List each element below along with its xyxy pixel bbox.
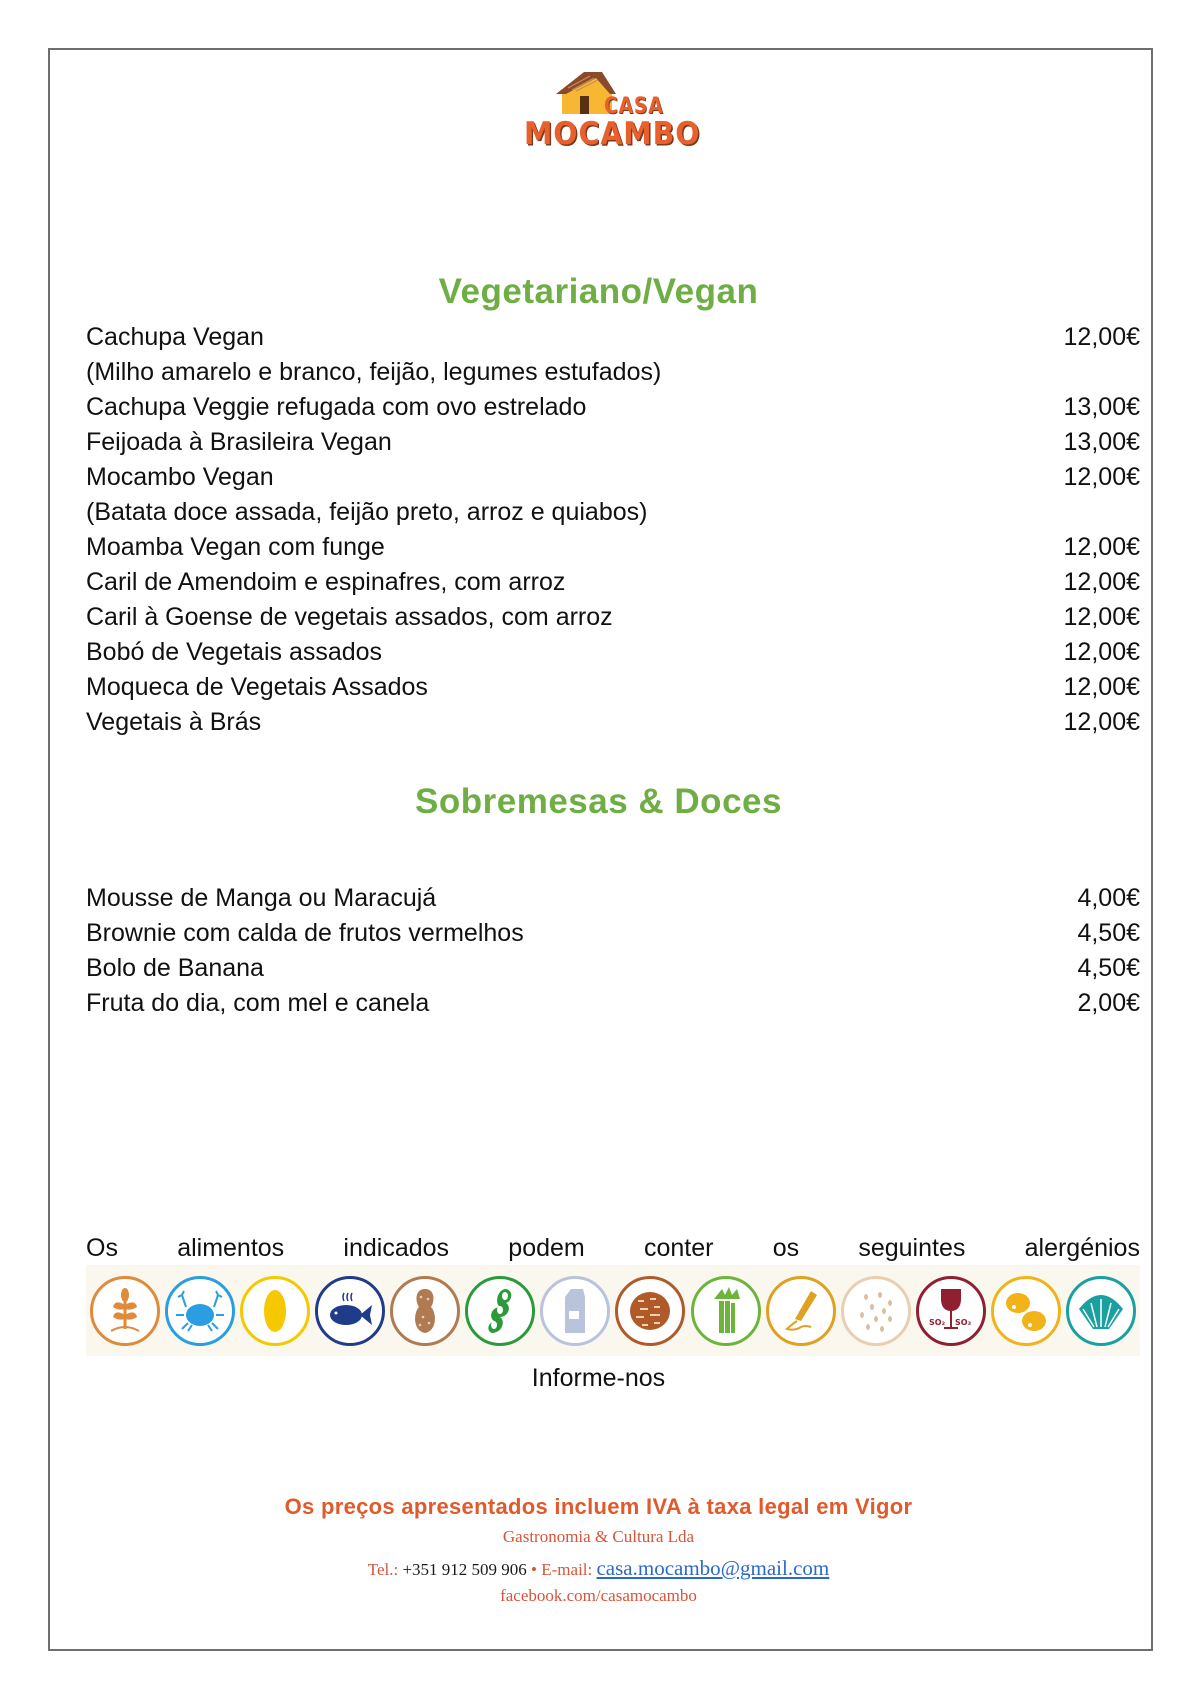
company-name: Gastronomia & Cultura Lda — [502, 1527, 695, 1546]
celery-icon — [691, 1276, 761, 1346]
menu-item — [86, 670, 1140, 705]
item-description: (Milho amarelo e branco, feijão, legumes estufados) — [86, 358, 662, 386]
item-name: Bobó de Vegetais assados — [86, 638, 383, 666]
item-price: 12,00€ — [1063, 463, 1140, 491]
menu-item — [86, 390, 1140, 425]
section-title-sobremesas: Sobremesas & Doces — [415, 782, 782, 821]
allergen-word: os — [772, 1234, 800, 1262]
menu-item — [86, 565, 1140, 600]
menu-item — [86, 635, 1140, 670]
item-price: 13,00€ — [1063, 428, 1140, 456]
email-link[interactable]: casa.mocambo@gmail.com — [596, 1556, 830, 1580]
item-name: Cachupa Veggie refugada com ovo estrelado — [86, 393, 587, 421]
menu-item — [86, 881, 1140, 916]
menu-item-description — [86, 495, 1140, 530]
nuts-icon — [615, 1276, 685, 1346]
sesame-icon — [841, 1276, 911, 1346]
menu-item — [86, 460, 1140, 495]
item-price: 4,00€ — [1077, 884, 1140, 912]
item-name: Brownie com calda de frutos vermelhos — [86, 919, 524, 947]
item-name: Bolo de Banana — [86, 954, 264, 982]
item-name: Mousse de Manga ou Maracujá — [86, 884, 437, 912]
menu-item — [86, 705, 1140, 740]
peanuts-icon — [390, 1276, 460, 1346]
allergen-icon-strip — [86, 1265, 1140, 1356]
fish-icon — [315, 1276, 385, 1346]
logo-mocambo-text: MOCAMBO — [524, 116, 701, 152]
allergen-notice — [86, 1232, 1140, 1264]
item-price: 2,00€ — [1077, 989, 1140, 1017]
email-label: E-mail: — [541, 1560, 593, 1579]
menu-item — [86, 320, 1140, 355]
item-price: 12,00€ — [1063, 673, 1140, 701]
tel-label: Tel.: — [367, 1560, 399, 1579]
vat-notice: Os preços apresentados incluem IVA à taxa legal em Vigor — [284, 1494, 913, 1519]
casa-mocambo-logo — [524, 70, 704, 158]
item-description: (Batata doce assada, feijão preto, arroz e quiabos) — [86, 498, 648, 526]
item-price: 12,00€ — [1063, 603, 1140, 631]
item-name: Vegetais à Brás — [86, 708, 262, 736]
tel-value: +351 912 509 906 — [402, 1560, 527, 1579]
item-price: 12,00€ — [1063, 638, 1140, 666]
mustard-icon — [766, 1276, 836, 1346]
menu-item — [86, 530, 1140, 565]
item-name: Mocambo Vegan — [86, 463, 274, 491]
facebook-link: facebook.com/casamocambo — [500, 1586, 697, 1605]
logo-casa-text: CASA — [604, 94, 664, 119]
lupin-icon — [991, 1276, 1061, 1346]
item-price: 4,50€ — [1077, 919, 1140, 947]
soy-icon — [465, 1276, 535, 1346]
menu-item — [86, 600, 1140, 635]
separator-dot: • — [531, 1560, 537, 1579]
sulphites-icon — [916, 1276, 986, 1346]
contact-line — [48, 1556, 1149, 1581]
menu-item — [86, 425, 1140, 460]
item-price: 12,00€ — [1063, 568, 1140, 596]
section-title-vegetariano: Vegetariano/Vegan — [438, 272, 759, 311]
molluscs-shell-icon — [1066, 1276, 1136, 1346]
item-name: Moamba Vegan com funge — [86, 533, 385, 561]
item-price: 4,50€ — [1077, 954, 1140, 982]
item-name: Fruta do dia, com mel e canela — [86, 989, 430, 1017]
allergen-word: seguintes — [858, 1234, 966, 1262]
item-name: Feijoada à Brasileira Vegan — [86, 428, 392, 456]
item-name: Moqueca de Vegetais Assados — [86, 673, 428, 701]
allergen-word: conter — [643, 1234, 714, 1262]
menu-item — [86, 986, 1140, 1021]
svg-text:SO₃: SO₃ — [954, 1317, 971, 1327]
eggs-icon — [240, 1276, 310, 1346]
allergen-word: Os — [86, 1234, 118, 1262]
item-name: Caril de Amendoim e espinafres, com arroz — [86, 568, 566, 596]
gluten-wheat-icon — [90, 1276, 160, 1346]
menu-item — [86, 916, 1140, 951]
crustaceans-crab-icon — [165, 1276, 235, 1346]
svg-text:SO₂: SO₂ — [928, 1317, 945, 1327]
menu-item-description — [86, 355, 1140, 390]
allergen-word: podem — [508, 1234, 585, 1262]
item-name: Cachupa Vegan — [86, 323, 264, 351]
allergen-word: indicados — [343, 1234, 450, 1262]
allergen-word: alimentos — [177, 1234, 285, 1262]
menu-item — [86, 951, 1140, 986]
item-name: Caril à Goense de vegetais assados, com arroz — [86, 603, 613, 631]
allergen-word: alergénios — [1024, 1234, 1140, 1262]
informe-nos-text: Informe-nos — [531, 1364, 666, 1392]
milk-icon — [540, 1276, 610, 1346]
item-price: 12,00€ — [1063, 708, 1140, 736]
item-price: 12,00€ — [1063, 533, 1140, 561]
item-price: 12,00€ — [1063, 323, 1140, 351]
item-price: 13,00€ — [1063, 393, 1140, 421]
